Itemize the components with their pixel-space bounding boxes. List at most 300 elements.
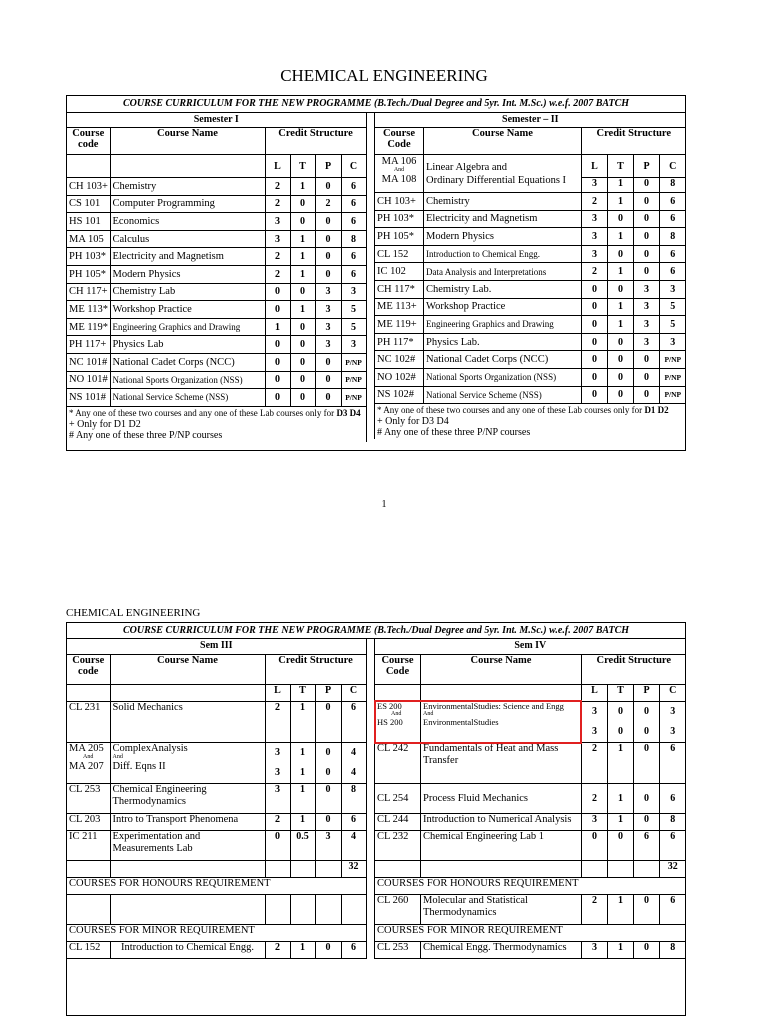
course-code: NO 101# bbox=[67, 371, 110, 389]
credit-c: 5 bbox=[660, 298, 686, 316]
table-row bbox=[375, 743, 686, 784]
credit-p: 0 bbox=[634, 743, 660, 784]
credit-p: 0 bbox=[634, 386, 660, 404]
col-l: L bbox=[582, 155, 608, 178]
credit-p: 0 bbox=[634, 895, 660, 925]
credit-t: 0 bbox=[290, 389, 315, 407]
course-code: CL 254 bbox=[375, 784, 421, 814]
credit-p: 6 bbox=[634, 831, 660, 861]
credit-l: 3 bbox=[265, 230, 290, 248]
table-row bbox=[375, 263, 686, 281]
credit-l: 2 bbox=[582, 263, 608, 281]
credit-l: 3 bbox=[265, 213, 290, 231]
credit-t: 0 bbox=[290, 195, 315, 213]
credit-l: 2 bbox=[265, 248, 290, 266]
col-t: T bbox=[608, 155, 634, 178]
credit-p: 0 bbox=[634, 784, 660, 814]
course-name: Chemistry bbox=[110, 178, 265, 196]
credit-c: 6 bbox=[341, 702, 366, 743]
table-row bbox=[375, 895, 686, 925]
course-name-linear-algebra-ode: Linear Algebra and Ordinary Differential Equations I bbox=[424, 155, 582, 193]
curriculum-banner: COURSE CURRICULUM FOR THE NEW PROGRAMME (B.Tech./Dual Degree and 5yr. Int. M.Sc.) w.e.f. 2007 BATCH bbox=[67, 96, 685, 113]
course-name: National Service Scheme (NSS) bbox=[110, 389, 265, 407]
credit-p: 0 bbox=[634, 178, 660, 193]
course-code: ME 113* bbox=[67, 301, 110, 319]
honours-heading: COURSES FOR HONOURS REQUIREMENT bbox=[67, 878, 366, 895]
credit-c: 6 bbox=[341, 213, 366, 231]
course-code: CH 117+ bbox=[67, 283, 110, 301]
course-code: PH 117* bbox=[375, 333, 424, 351]
credit-t: 1 bbox=[608, 942, 634, 959]
col-c: C bbox=[341, 685, 366, 702]
credit-c: 6 bbox=[660, 784, 686, 814]
credit-p: 0 0 bbox=[315, 743, 341, 784]
curriculum-banner: COURSE CURRICULUM FOR THE NEW PROGRAMME (B.Tech./Dual Degree and 5yr. Int. M.Sc.) w.e.f. 2007 BATCH bbox=[67, 623, 685, 639]
table-row bbox=[375, 316, 686, 334]
credit-t: 0 bbox=[608, 368, 634, 386]
credit-t: 0 bbox=[608, 351, 634, 369]
credit-p: 0 bbox=[315, 702, 341, 743]
course-name: Introduction to Chemical Engg. bbox=[110, 942, 265, 959]
credit-c: P/NP bbox=[341, 371, 366, 389]
credit-l: 2 bbox=[265, 942, 290, 959]
credit-l: 3 bbox=[582, 942, 608, 959]
credit-c: P/NP bbox=[341, 389, 366, 407]
credit-c: P/NP bbox=[660, 351, 686, 369]
credit-l: 2 bbox=[582, 193, 608, 211]
credit-c: 6 bbox=[660, 895, 686, 925]
course-code: PH 105* bbox=[67, 265, 110, 283]
highlight-box bbox=[374, 700, 582, 744]
credit-p: 0 bbox=[315, 213, 341, 231]
credit-c: 8 bbox=[341, 230, 366, 248]
credit-t: 0 bbox=[290, 283, 315, 301]
credit-p: 0 bbox=[634, 245, 660, 263]
credit-l: 0 bbox=[582, 351, 608, 369]
page-2-title: CHEMICAL ENGINEERING bbox=[66, 607, 201, 619]
credit-t: 0 bbox=[290, 318, 315, 336]
course-code: ME 119+ bbox=[375, 316, 424, 334]
credit-l: 0 bbox=[582, 368, 608, 386]
course-code: NS 101# bbox=[67, 389, 110, 407]
credit-t: 0 bbox=[608, 245, 634, 263]
course-code: CL 253 bbox=[67, 784, 110, 814]
credit-l: 2 bbox=[265, 265, 290, 283]
credit-t: 1 bbox=[608, 895, 634, 925]
course-code: CH 117* bbox=[375, 280, 424, 298]
course-name: Engineering Graphics and Drawing bbox=[424, 316, 582, 334]
course-code: CL 231 bbox=[67, 702, 110, 743]
course-name: Molecular and Statistical Thermodynamics bbox=[421, 895, 582, 925]
credit-p: 0 bbox=[315, 389, 341, 407]
credit-p: 0 bbox=[315, 265, 341, 283]
col-l: L bbox=[265, 685, 290, 702]
credit-t: 1 bbox=[608, 228, 634, 246]
credit-t: 1 bbox=[290, 702, 315, 743]
credit-t: 0 bbox=[608, 210, 634, 228]
minor-heading: COURSES FOR MINOR REQUIREMENT bbox=[67, 925, 366, 942]
credit-p: 0 bbox=[634, 263, 660, 281]
table-row bbox=[375, 228, 686, 246]
course-name: Engineering Graphics and Drawing bbox=[110, 318, 265, 336]
table-row bbox=[375, 351, 686, 369]
course-name: Economics bbox=[110, 213, 265, 231]
credit-t: 0 bbox=[608, 831, 634, 861]
course-name: National Service Scheme (NSS) bbox=[424, 386, 582, 404]
course-name: Fundamentals of Heat and Mass Transfer bbox=[421, 743, 582, 784]
table-row bbox=[67, 195, 366, 213]
table-row bbox=[67, 336, 366, 354]
course-name: Intro to Transport Phenomena bbox=[110, 814, 265, 831]
credit-t: 0 bbox=[290, 336, 315, 354]
course-name: Chemical Engg. Thermodynamics bbox=[421, 942, 582, 959]
col-credit-structure: Credit Structure bbox=[265, 128, 366, 155]
credit-p: 3 bbox=[634, 298, 660, 316]
credit-c: 8 bbox=[660, 814, 686, 831]
credit-p: 0 bbox=[634, 193, 660, 211]
course-code: ME 113+ bbox=[375, 298, 424, 316]
credit-t: 1 bbox=[290, 230, 315, 248]
credit-p: 0 bbox=[315, 814, 341, 831]
credit-c: 6 bbox=[660, 743, 686, 784]
table-row bbox=[375, 814, 686, 831]
course-code-ma106-ma108: MA 106 And MA 108 bbox=[375, 155, 424, 193]
credit-t: 1 bbox=[608, 193, 634, 211]
credit-l: 0 bbox=[265, 389, 290, 407]
credit-p: 0 bbox=[315, 784, 341, 814]
course-name: Chemistry bbox=[424, 193, 582, 211]
credit-l: 3 bbox=[582, 228, 608, 246]
course-name: National Cadet Corps (NCC) bbox=[110, 353, 265, 371]
credit-l: 2 bbox=[265, 702, 290, 743]
credit-t: 1 1 bbox=[290, 743, 315, 784]
semester-1-table bbox=[67, 113, 366, 442]
credit-c: 3 3 bbox=[660, 702, 686, 743]
semester-3-heading: Sem III bbox=[67, 639, 366, 655]
minor-heading: COURSES FOR MINOR REQUIREMENT bbox=[375, 925, 686, 942]
credit-c: 6 bbox=[660, 210, 686, 228]
course-code: ES 200 And HS 200 bbox=[375, 702, 421, 743]
course-name: Modern Physics bbox=[110, 265, 265, 283]
credit-c: 6 bbox=[341, 942, 366, 959]
credit-t: 1 bbox=[290, 265, 315, 283]
credit-c: 6 bbox=[660, 193, 686, 211]
course-name: Calculus bbox=[110, 230, 265, 248]
semester-2-notes bbox=[375, 404, 686, 440]
table-row bbox=[67, 318, 366, 336]
credit-l: 3 bbox=[582, 814, 608, 831]
credit-l: 2 bbox=[582, 784, 608, 814]
credit-l: 0 bbox=[582, 280, 608, 298]
credit-t: 0.5 bbox=[290, 831, 315, 861]
course-code: IC 211 bbox=[67, 831, 110, 861]
col-course-name: Course Name bbox=[421, 655, 582, 685]
credit-p: 0 bbox=[634, 814, 660, 831]
credit-c: 5 bbox=[341, 301, 366, 319]
course-code: ME 119* bbox=[67, 318, 110, 336]
col-l: L bbox=[265, 155, 290, 178]
course-name: Solid Mechanics bbox=[110, 702, 265, 743]
table-row bbox=[375, 784, 686, 814]
credit-p: 3 bbox=[315, 336, 341, 354]
table-row bbox=[67, 743, 366, 784]
course-code: CL 242 bbox=[375, 743, 421, 784]
col-course-code: Course Code bbox=[375, 128, 424, 155]
credit-p: 3 bbox=[634, 280, 660, 298]
course-code: MA 105 bbox=[67, 230, 110, 248]
table-row bbox=[375, 193, 686, 211]
credit-c: 3 bbox=[341, 336, 366, 354]
credit-c: 8 bbox=[660, 942, 686, 959]
credit-t: 1 bbox=[608, 298, 634, 316]
credit-p: 0 bbox=[315, 353, 341, 371]
course-code: CL 203 bbox=[67, 814, 110, 831]
col-c: C bbox=[341, 155, 366, 178]
col-course-code: Course code bbox=[67, 128, 110, 155]
credit-l: 0 bbox=[582, 316, 608, 334]
table-row bbox=[67, 942, 366, 959]
course-code: CL 232 bbox=[375, 831, 421, 861]
col-p: P bbox=[634, 685, 660, 702]
table-row bbox=[375, 210, 686, 228]
credit-p: 0 bbox=[634, 351, 660, 369]
credit-l: 0 bbox=[265, 336, 290, 354]
credit-l: 2 bbox=[582, 743, 608, 784]
course-name: Data Analysis and Interpretations bbox=[424, 263, 582, 281]
credit-c: 3 bbox=[341, 283, 366, 301]
credit-c: 6 bbox=[341, 248, 366, 266]
course-name: Chemistry Lab bbox=[110, 283, 265, 301]
col-credit-structure: Credit Structure bbox=[582, 128, 686, 155]
credit-c: 4 4 bbox=[341, 743, 366, 784]
credit-p: 3 bbox=[315, 831, 341, 861]
credit-p: 3 bbox=[634, 316, 660, 334]
table-row bbox=[67, 283, 366, 301]
credit-p: 0 bbox=[315, 371, 341, 389]
curriculum-table-sem1-2 bbox=[66, 95, 686, 451]
course-name: Physics Lab bbox=[110, 336, 265, 354]
col-credit-structure: Credit Structure bbox=[582, 655, 686, 685]
credit-l: 1 bbox=[265, 318, 290, 336]
course-name: Computer Programming bbox=[110, 195, 265, 213]
credit-p: 0 bbox=[634, 942, 660, 959]
col-p: P bbox=[315, 685, 341, 702]
credit-l: 3 3 bbox=[265, 743, 290, 784]
course-code: HS 101 bbox=[67, 213, 110, 231]
course-code: PH 117+ bbox=[67, 336, 110, 354]
credit-c: P/NP bbox=[341, 353, 366, 371]
course-code: IC 102 bbox=[375, 263, 424, 281]
credit-t: 0 bbox=[290, 371, 315, 389]
credit-l: 3 bbox=[265, 784, 290, 814]
table-row bbox=[375, 831, 686, 861]
credit-t: 1 bbox=[290, 784, 315, 814]
semester-4-table bbox=[374, 639, 685, 959]
honours-heading: COURSES FOR HONOURS REQUIREMENT bbox=[375, 878, 686, 895]
course-code: NC 102# bbox=[375, 351, 424, 369]
credit-t: 1 bbox=[290, 814, 315, 831]
credit-c: 6 bbox=[341, 178, 366, 196]
credit-c: P/NP bbox=[660, 386, 686, 404]
course-name: Introduction to Numerical Analysis bbox=[421, 814, 582, 831]
credit-p: 0 bbox=[634, 228, 660, 246]
credit-p: 0 bbox=[315, 230, 341, 248]
credit-l: 2 bbox=[265, 178, 290, 196]
table-row bbox=[67, 248, 366, 266]
course-code: PH 103* bbox=[67, 248, 110, 266]
credit-t: 1 bbox=[290, 178, 315, 196]
credit-t: 1 bbox=[608, 814, 634, 831]
table-row bbox=[375, 333, 686, 351]
course-name: Modern Physics bbox=[424, 228, 582, 246]
table-row bbox=[375, 298, 686, 316]
credit-c: 6 bbox=[341, 814, 366, 831]
course-code: MA 205 And MA 207 bbox=[67, 743, 110, 784]
col-c: C bbox=[660, 685, 686, 702]
col-course-code: Course Code bbox=[375, 655, 421, 685]
col-l: L bbox=[582, 685, 608, 702]
credit-p: 0 bbox=[315, 178, 341, 196]
course-name: Chemistry Lab. bbox=[424, 280, 582, 298]
semester-2-heading: Semester – II bbox=[375, 113, 686, 128]
credit-p: 0 bbox=[634, 210, 660, 228]
credit-l: 0 bbox=[265, 283, 290, 301]
course-name: Chemical Engineering Thermodynamics bbox=[110, 784, 265, 814]
credit-l: 2 bbox=[265, 195, 290, 213]
col-course-name: Course Name bbox=[110, 128, 265, 155]
credit-t: 1 bbox=[608, 316, 634, 334]
credit-l: 3 bbox=[582, 178, 608, 193]
col-course-code: Course code bbox=[67, 655, 110, 685]
credit-c: 6 bbox=[660, 263, 686, 281]
course-name: Electricity and Magnetism bbox=[110, 248, 265, 266]
note-2: + Only for D1 D2 bbox=[69, 418, 141, 430]
credit-p: 3 bbox=[315, 318, 341, 336]
credit-t: 1 bbox=[290, 942, 315, 959]
credit-t: 1 bbox=[608, 178, 634, 193]
course-code: CH 103+ bbox=[67, 178, 110, 196]
total-credits: 32 bbox=[660, 861, 686, 878]
table-row bbox=[67, 784, 366, 814]
table-row bbox=[67, 178, 366, 196]
table-row bbox=[67, 301, 366, 319]
credit-p: 3 bbox=[634, 333, 660, 351]
table-row bbox=[375, 280, 686, 298]
credit-l: 2 bbox=[582, 895, 608, 925]
course-name: Physics Lab. bbox=[424, 333, 582, 351]
course-name: National Cadet Corps (NCC) bbox=[424, 351, 582, 369]
credit-p: 0 bbox=[634, 368, 660, 386]
credit-t: 1 bbox=[290, 248, 315, 266]
note-1: * Any one of these two courses and any one of these Lab courses only for D1 D2 bbox=[377, 405, 669, 416]
credit-t: 0 0 bbox=[608, 702, 634, 743]
credit-p: 0 0 bbox=[634, 702, 660, 743]
semester-3-table bbox=[67, 639, 366, 959]
total-credits: 32 bbox=[341, 861, 366, 878]
table-row bbox=[67, 702, 366, 743]
page-title: CHEMICAL ENGINEERING bbox=[280, 66, 488, 85]
credit-t: 1 bbox=[608, 743, 634, 784]
credit-c: 3 bbox=[660, 280, 686, 298]
course-name: National Sports Organization (NSS) bbox=[110, 371, 265, 389]
table-row bbox=[67, 831, 366, 861]
credit-l: 0 bbox=[265, 371, 290, 389]
table-row bbox=[375, 245, 686, 263]
credit-c: P/NP bbox=[660, 368, 686, 386]
table-row bbox=[67, 371, 366, 389]
credit-c: 5 bbox=[660, 316, 686, 334]
course-name: Experimentation and Measurements Lab bbox=[110, 831, 265, 861]
credit-l: 0 bbox=[582, 831, 608, 861]
col-t: T bbox=[290, 685, 315, 702]
course-code: PH 103* bbox=[375, 210, 424, 228]
course-name: Workshop Practice bbox=[424, 298, 582, 316]
credit-l: 0 bbox=[582, 298, 608, 316]
credit-t: 0 bbox=[608, 333, 634, 351]
col-t: T bbox=[608, 685, 634, 702]
table-row bbox=[375, 942, 686, 959]
course-code: PH 105* bbox=[375, 228, 424, 246]
course-code: CS 101 bbox=[67, 195, 110, 213]
credit-t: 0 bbox=[608, 386, 634, 404]
credit-l: 3 3 bbox=[582, 702, 608, 743]
credit-t: 0 bbox=[290, 353, 315, 371]
table-row bbox=[67, 814, 366, 831]
credit-l: 0 bbox=[265, 831, 290, 861]
credit-l: 0 bbox=[265, 353, 290, 371]
credit-l: 0 bbox=[582, 333, 608, 351]
credit-t: 1 bbox=[608, 784, 634, 814]
course-code: CL 152 bbox=[375, 245, 424, 263]
credit-p: 0 bbox=[315, 942, 341, 959]
col-p: P bbox=[315, 155, 341, 178]
credit-c: 6 bbox=[341, 265, 366, 283]
table-row bbox=[375, 368, 686, 386]
credit-c: 4 bbox=[341, 831, 366, 861]
table-row bbox=[67, 353, 366, 371]
semester-2-table bbox=[374, 113, 685, 439]
table-row bbox=[67, 265, 366, 283]
note-3: # Any one of these three P/NP courses bbox=[377, 427, 531, 439]
credit-p: 0 bbox=[315, 248, 341, 266]
credit-c: 6 bbox=[660, 245, 686, 263]
credit-l: 0 bbox=[265, 301, 290, 319]
course-name: Introduction to Chemical Engg. bbox=[424, 245, 582, 263]
credit-l: 3 bbox=[582, 245, 608, 263]
credit-c: 8 bbox=[341, 784, 366, 814]
course-code: CL 244 bbox=[375, 814, 421, 831]
course-code: NO 102# bbox=[375, 368, 424, 386]
course-name: Process Fluid Mechanics bbox=[421, 784, 582, 814]
course-code: CH 103+ bbox=[375, 193, 424, 211]
credit-t: 1 bbox=[608, 263, 634, 281]
credit-t: 0 bbox=[608, 280, 634, 298]
credit-c: 5 bbox=[341, 318, 366, 336]
credit-t: 1 bbox=[290, 301, 315, 319]
note-3: # Any one of these three P/NP courses bbox=[69, 429, 223, 441]
course-code: NC 101# bbox=[67, 353, 110, 371]
credit-l: 0 bbox=[582, 386, 608, 404]
credit-t: 0 bbox=[290, 213, 315, 231]
note-2: + Only for D3 D4 bbox=[377, 416, 449, 428]
col-t: T bbox=[290, 155, 315, 178]
course-name: ComplexAnalysis And Diff. Eqns II bbox=[110, 743, 265, 784]
table-row bbox=[67, 230, 366, 248]
table-row bbox=[67, 389, 366, 407]
table-row bbox=[67, 213, 366, 231]
note-1: * Any one of these two courses and any one of these Lab courses only for D3 D4 bbox=[69, 407, 361, 418]
page-number: 1 bbox=[381, 499, 387, 510]
